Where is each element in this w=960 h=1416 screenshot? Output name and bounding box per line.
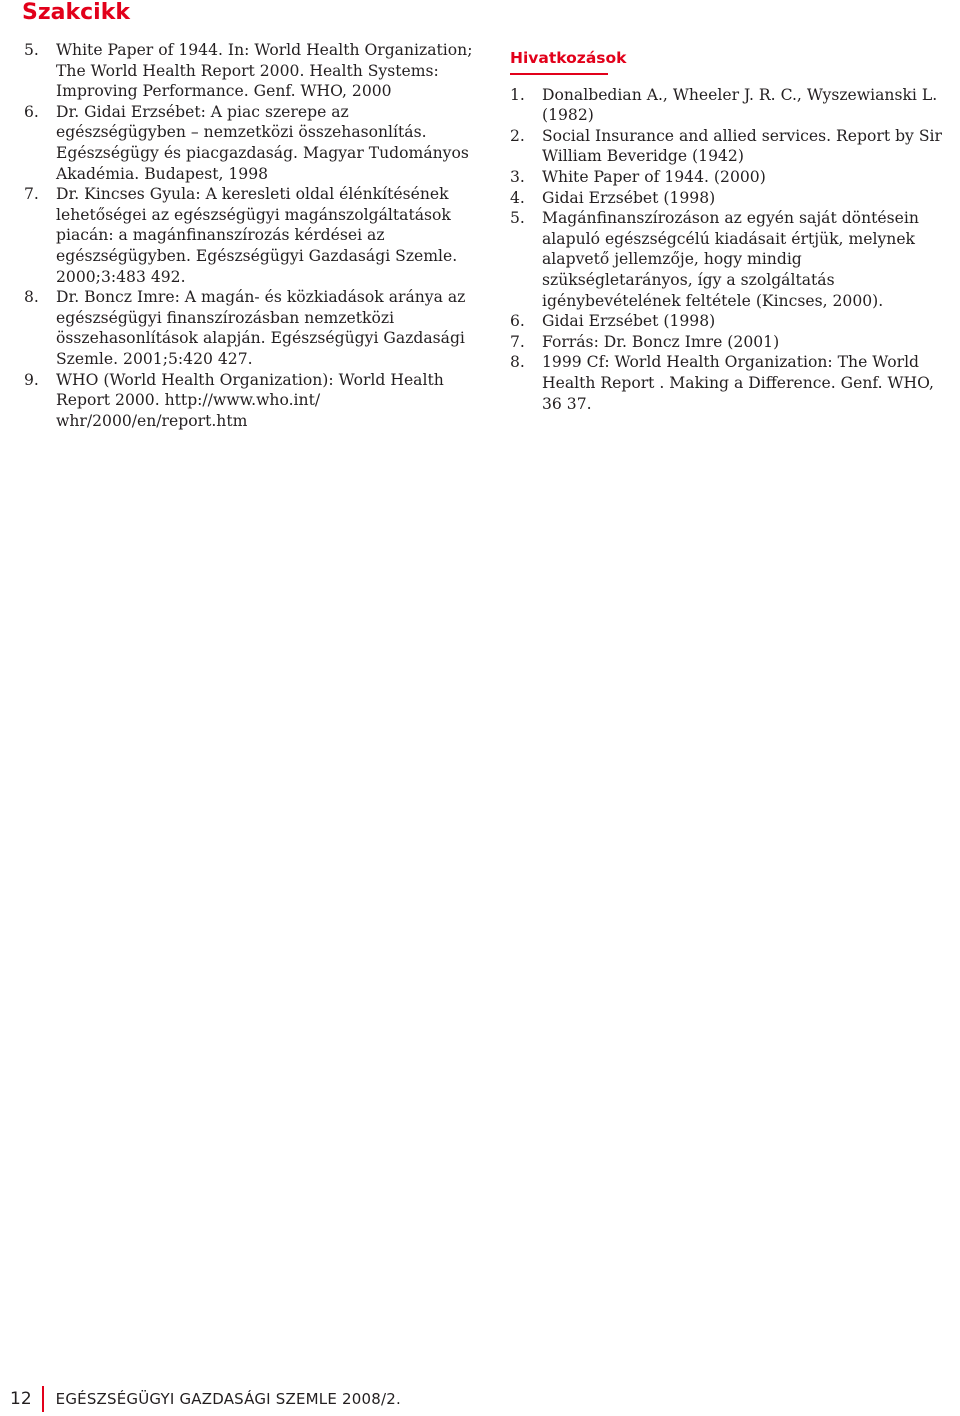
item-text: Social Insurance and allied services. Report by Sir William Beveridge (1942) bbox=[542, 126, 942, 166]
list-item bbox=[24, 40, 480, 102]
page-number: 12 bbox=[10, 1389, 32, 1409]
left-column bbox=[24, 40, 480, 431]
item-text: Gidai Erzsébet (1998) bbox=[542, 312, 716, 331]
list-item bbox=[510, 332, 954, 353]
item-number: 1. bbox=[510, 85, 525, 104]
item-number: 5. bbox=[24, 41, 39, 59]
item-number: 5. bbox=[510, 209, 525, 228]
reference-list-left bbox=[24, 40, 480, 431]
list-item bbox=[510, 85, 954, 126]
list-item bbox=[510, 208, 954, 311]
item-text: White Paper of 1944. (2000) bbox=[542, 167, 766, 186]
list-item bbox=[24, 370, 480, 432]
references-heading: Hivatkozások bbox=[510, 48, 608, 75]
list-item bbox=[510, 352, 954, 414]
right-column bbox=[510, 48, 954, 414]
item-text: Gidai Erzsébet (1998) bbox=[542, 188, 716, 207]
item-number: 6. bbox=[510, 312, 525, 331]
list-item bbox=[510, 311, 954, 332]
item-text: WHO (World Health Organization): World Health Report 2000. http://www.who.int/ whr/2000/en/report.htm bbox=[56, 370, 444, 430]
item-text: Forrás: Dr. Boncz Imre (2001) bbox=[542, 332, 780, 351]
footer-divider bbox=[42, 1386, 44, 1412]
item-text: White Paper of 1944. In: World Health Organization; The World Health Report 2000. Health Systems: Improving Performance. Genf. WHO, 2000 bbox=[56, 41, 473, 101]
item-text: Donalbedian A., Wheeler J. R. C., Wyszewianski L. (1982) bbox=[542, 85, 938, 125]
item-number: 8. bbox=[24, 288, 39, 307]
journal-name: EGÉSZSÉGÜGYI GAZDASÁGI SZEMLE 2008/2. bbox=[55, 1390, 401, 1408]
item-text: Dr. Boncz Imre: A magán- és közkiadások aránya az egészségügyi finanszírozásban nemzetközi összehasonlítások alapján. Egészségügyi Gazdasági Szemle. 2001;5:420 427. bbox=[56, 288, 466, 368]
list-item bbox=[24, 102, 480, 184]
item-number: 2. bbox=[510, 126, 525, 145]
item-number: 7. bbox=[24, 185, 39, 204]
list-item bbox=[24, 287, 480, 369]
item-number: 6. bbox=[24, 102, 39, 121]
list-item bbox=[510, 126, 954, 167]
page-footer bbox=[10, 1386, 401, 1412]
list-item bbox=[24, 184, 480, 287]
item-text: 1999 Cf: World Health Organization: The World Health Report . Making a Difference. Genf. WHO, 36 37. bbox=[542, 353, 934, 413]
item-number: 7. bbox=[510, 332, 525, 351]
list-item bbox=[510, 167, 954, 188]
list-item bbox=[510, 188, 954, 209]
item-text: Magánfinanszírozáson az egyén saját döntésein alapuló egészségcélú kiadásait értjük, melynek alapvető jellemzője, hogy mindig szükségletarányos, így a szolgáltatás igénybevételének feltétele (Kincses, 2000). bbox=[542, 209, 919, 310]
item-number: 4. bbox=[510, 188, 525, 207]
item-number: 8. bbox=[510, 353, 525, 372]
section-title: Szakcikk bbox=[22, 0, 130, 25]
item-text: Dr. Gidai Erzsébet: A piac szerepe az egészségügyben – nemzetközi összehasonlítás. Egészségügy és piacgazdaság. Magyar Tudományos Akadémia. Budapest, 1998 bbox=[56, 102, 469, 183]
item-number: 3. bbox=[510, 167, 525, 186]
item-text: Dr. Kincses Gyula: A keresleti oldal élénkítésének lehetőségei az egészségügyi magánszolgáltatások piacán: a magánfinanszírozás kérdései az egészségügyben. Egészségügyi Gazdasági Szemle. 2000;3:483 492. bbox=[56, 185, 458, 286]
item-number: 9. bbox=[24, 370, 39, 389]
reference-list-right bbox=[510, 85, 954, 415]
